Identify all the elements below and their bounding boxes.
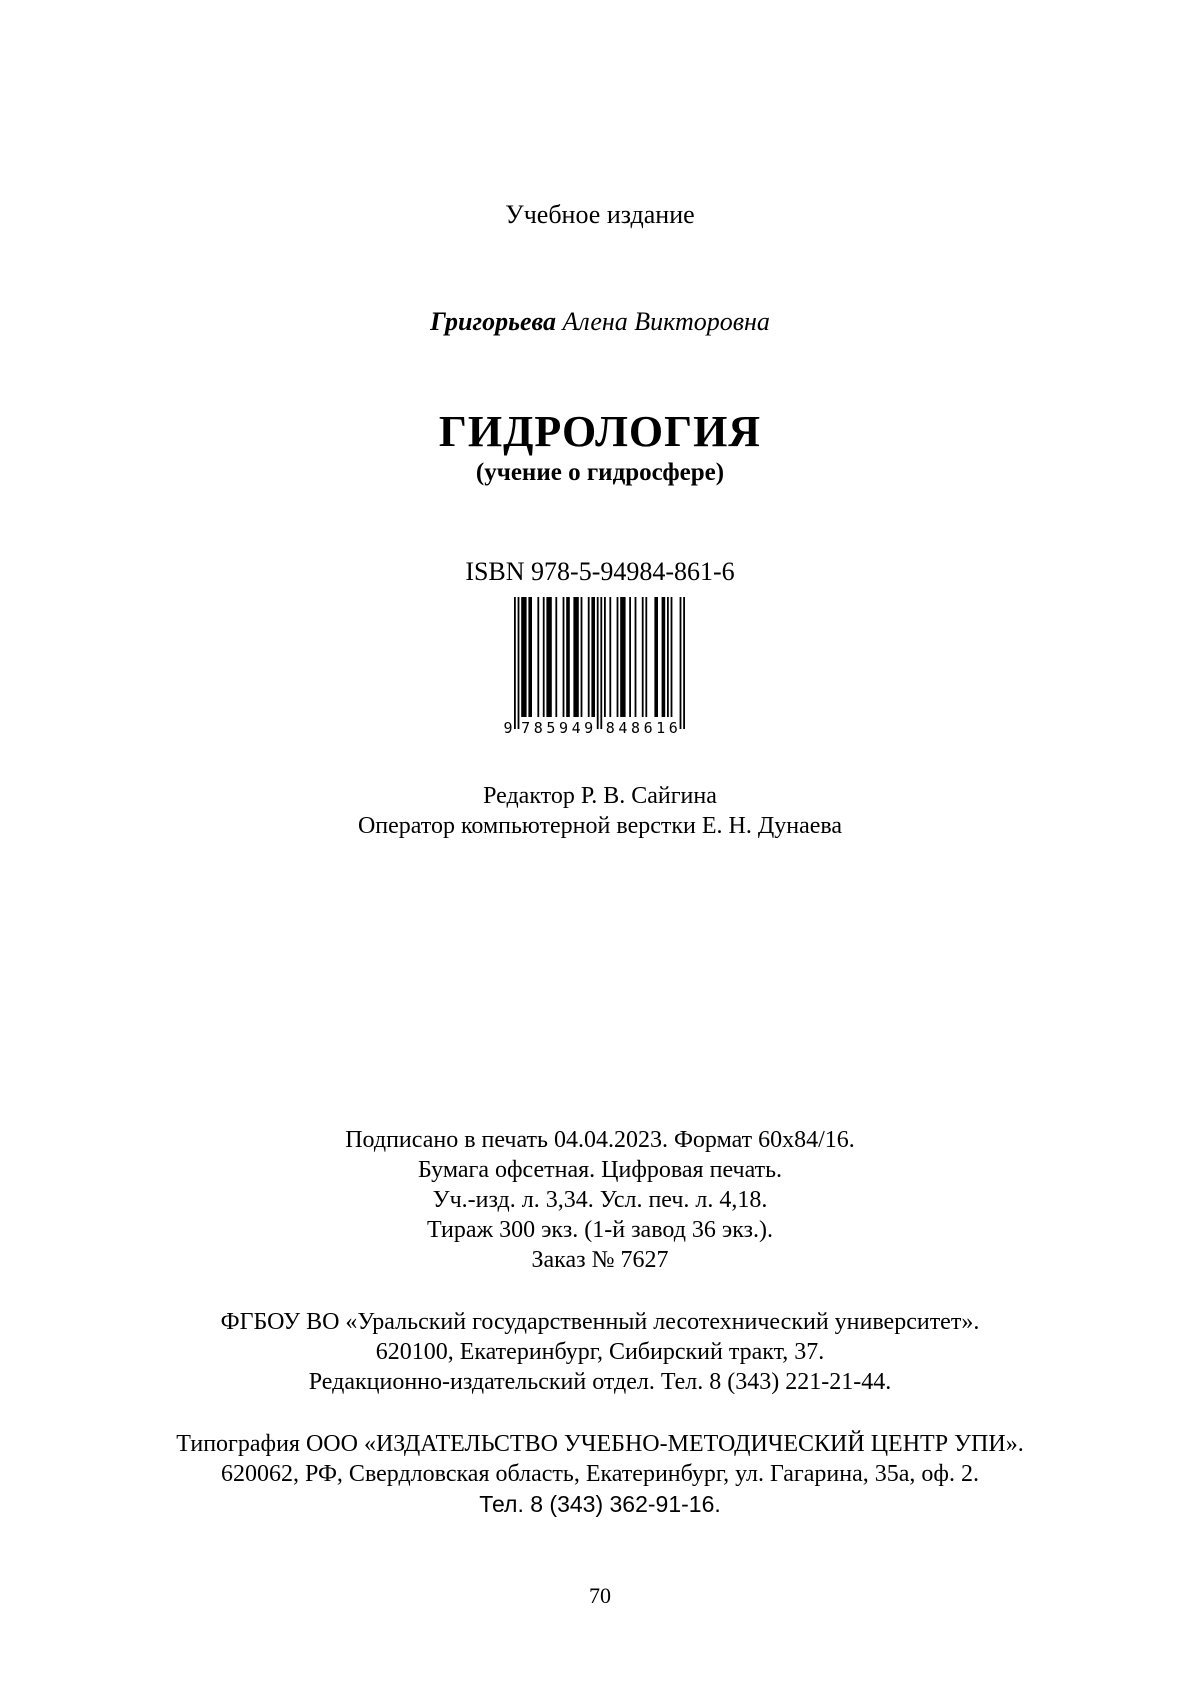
barcode-bar (671, 597, 673, 717)
barcode-bar (521, 597, 526, 717)
barcode-bar (662, 597, 666, 717)
barcode-digit: 8 (630, 719, 641, 737)
barcode-bar (546, 597, 551, 717)
barcode-digit: 5 (546, 719, 556, 737)
barcode-digit: 9 (503, 719, 513, 737)
barcode-bar (600, 597, 602, 729)
barcode-bar (667, 597, 669, 717)
author-surname: Григорьева (430, 307, 556, 336)
barcode-bar (591, 597, 595, 717)
book-title: ГИДРОЛОГИЯ (438, 407, 762, 456)
barcode-bar (620, 597, 625, 717)
barcode-bar (617, 597, 619, 717)
barcode-bar (597, 597, 599, 729)
barcode-bar (573, 597, 578, 717)
barcode-bar (683, 597, 685, 729)
imprint-line: Бумага офсетная. Цифровая печать. (417, 1157, 783, 1183)
publisher-line: 620100, Екатеринбург, Сибирский тракт, 37. (375, 1339, 825, 1365)
barcode-digit: 8 (533, 719, 543, 737)
author (0, 307, 1200, 337)
barcode-bar (645, 597, 647, 717)
imprint-line: Заказ № 7627 (531, 1247, 669, 1273)
barcode-bar (566, 597, 570, 717)
publisher-line: ФГБОУ ВО «Уральский государственный лесотехнический университет». (220, 1309, 980, 1335)
barcode-bar (528, 597, 532, 717)
editor-credit: Редактор Р. В. Сайгина (483, 783, 717, 809)
barcode-bars (514, 597, 685, 729)
barcode-digit: 6 (668, 719, 678, 737)
edition-type: Учебное издание (505, 200, 695, 229)
barcode-bar (604, 597, 606, 717)
barcode-bar (514, 597, 516, 729)
barcode-bar (537, 597, 539, 717)
barcode-bar (654, 597, 658, 717)
printing-house-line: Типография ООО «ИЗДАТЕЛЬСТВО УЧЕБНО-МЕТОДИЧЕСКИЙ ЦЕНТР УПИ». (176, 1431, 1024, 1457)
barcode-digits (503, 719, 677, 737)
isbn-barcode (502, 597, 702, 747)
barcode-bar (543, 597, 545, 717)
barcode-digit: 8 (605, 719, 615, 737)
imprint-line: Подписано в печать 04.04.2023. Формат 60х84/16. (345, 1127, 855, 1153)
barcode-bar (680, 597, 682, 729)
imprint-line: Уч.-изд. л. 3,34. Усл. печ. л. 4,18. (432, 1187, 768, 1213)
barcode-digit: 1 (656, 719, 666, 737)
barcode-bar (635, 597, 637, 717)
page-number: 70 (589, 1583, 611, 1608)
barcode-digit: 6 (643, 719, 653, 737)
printing-house-line: Тел. 8 (343) 362-91-16. (479, 1491, 721, 1517)
barcode-digit: 9 (558, 719, 569, 737)
barcode-bar (588, 597, 590, 717)
barcode-digit: 7 (521, 719, 531, 737)
barcode-digit: 4 (618, 719, 628, 737)
imprint-line: Тираж 300 экз. (1-й завод 36 экз.). (426, 1217, 774, 1243)
layout-operator-credit: Оператор компьютерной верстки Е. Н. Дунаева (357, 813, 843, 839)
barcode-bar (555, 597, 557, 717)
barcode-bar (581, 597, 583, 717)
isbn: ISBN 978-5-94984-861-6 (465, 557, 735, 586)
barcode-bar (563, 597, 565, 717)
book-subtitle: (учение о гидросфере) (475, 459, 725, 486)
barcode-bar (609, 597, 611, 717)
barcode-bar (518, 597, 520, 729)
barcode-digit: 9 (584, 719, 594, 737)
barcode-bar (629, 597, 631, 717)
publisher-line: Редакционно-издательский отдел. Тел. 8 (343) 221-21-44. (308, 1369, 892, 1395)
author-given-names: Алена Викторовна (562, 307, 770, 336)
barcode-bar (642, 597, 644, 717)
barcode-digit: 4 (571, 719, 581, 737)
printing-house-line: 620062, РФ, Свердловская область, Екатеринбург, ул. Гагарина, 35а, оф. 2. (221, 1461, 979, 1487)
